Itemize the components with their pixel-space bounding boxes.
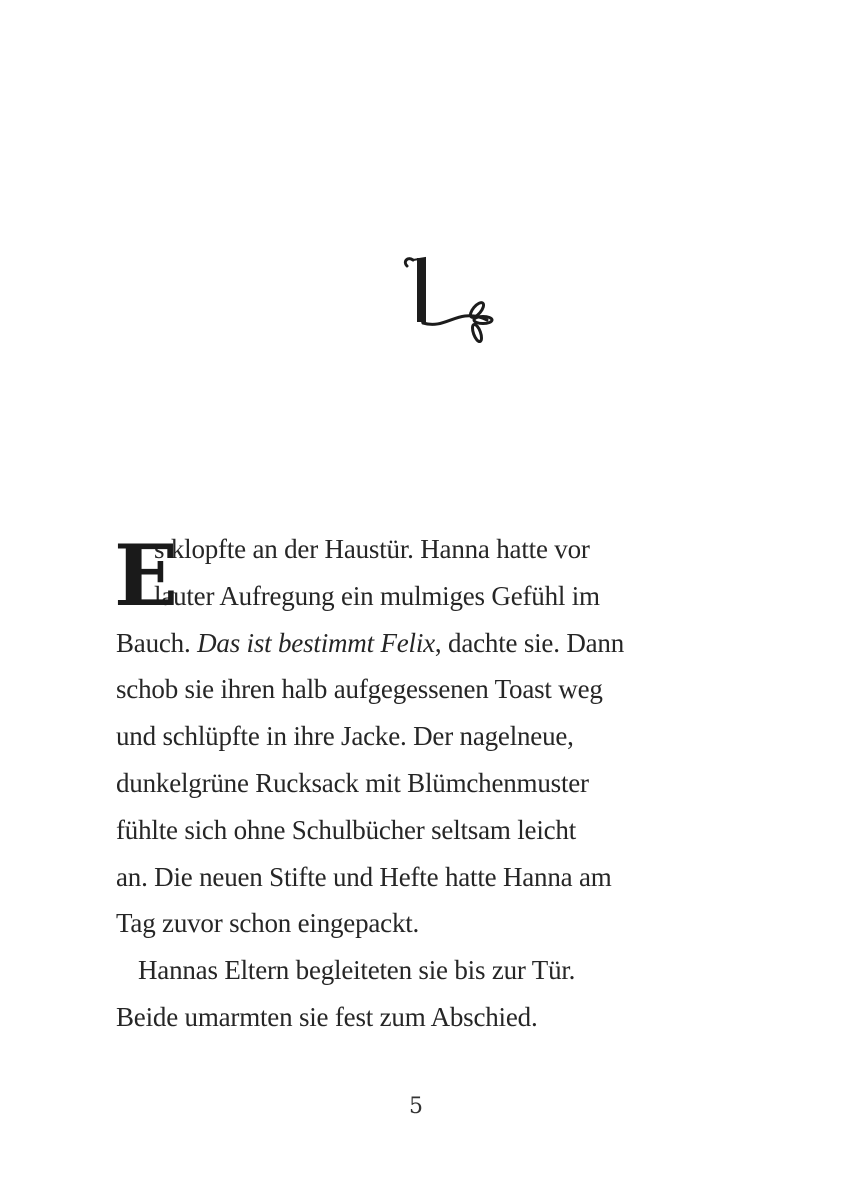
italic-thought: Das ist bestimmt Felix [197,627,435,658]
text-line: lauter Aufregung ein mulmiges Gefühl im [154,580,600,611]
text-line: Beide umarmten sie fest zum Abschied. [116,1001,538,1032]
text-line: und schlüpfte in ihre Jacke. Der nagelneue, [116,721,574,752]
chapter-number-ornament [395,240,505,350]
text-line: fühlte sich ohne Schulbücher seltsam leicht [116,814,577,845]
text-line: schob sie ihren halb aufgegessenen Toast weg [116,674,603,705]
chapter-one-flourish-icon [395,240,505,350]
drop-cap-letter: E [114,526,178,625]
text-line: an. Die neuen Stifte und Hefte hatte Hanna am [116,861,612,892]
text-line: Tag zuvor schon eingepackt. [116,908,420,939]
text-line: Bauch. Das ist bestimmt Felix, dachte sie. Dann [116,627,625,658]
page-number: 5 [409,1094,423,1119]
text-line: Hannas Eltern begleiteten sie bis zur Tür. [138,955,576,986]
text-line: s klopfte an der Haustür. Hanna hatte vor [154,534,590,564]
text-line: dunkelgrüne Rucksack mit Blümchenmuster [116,767,589,798]
chapter-body-text [116,526,736,1041]
